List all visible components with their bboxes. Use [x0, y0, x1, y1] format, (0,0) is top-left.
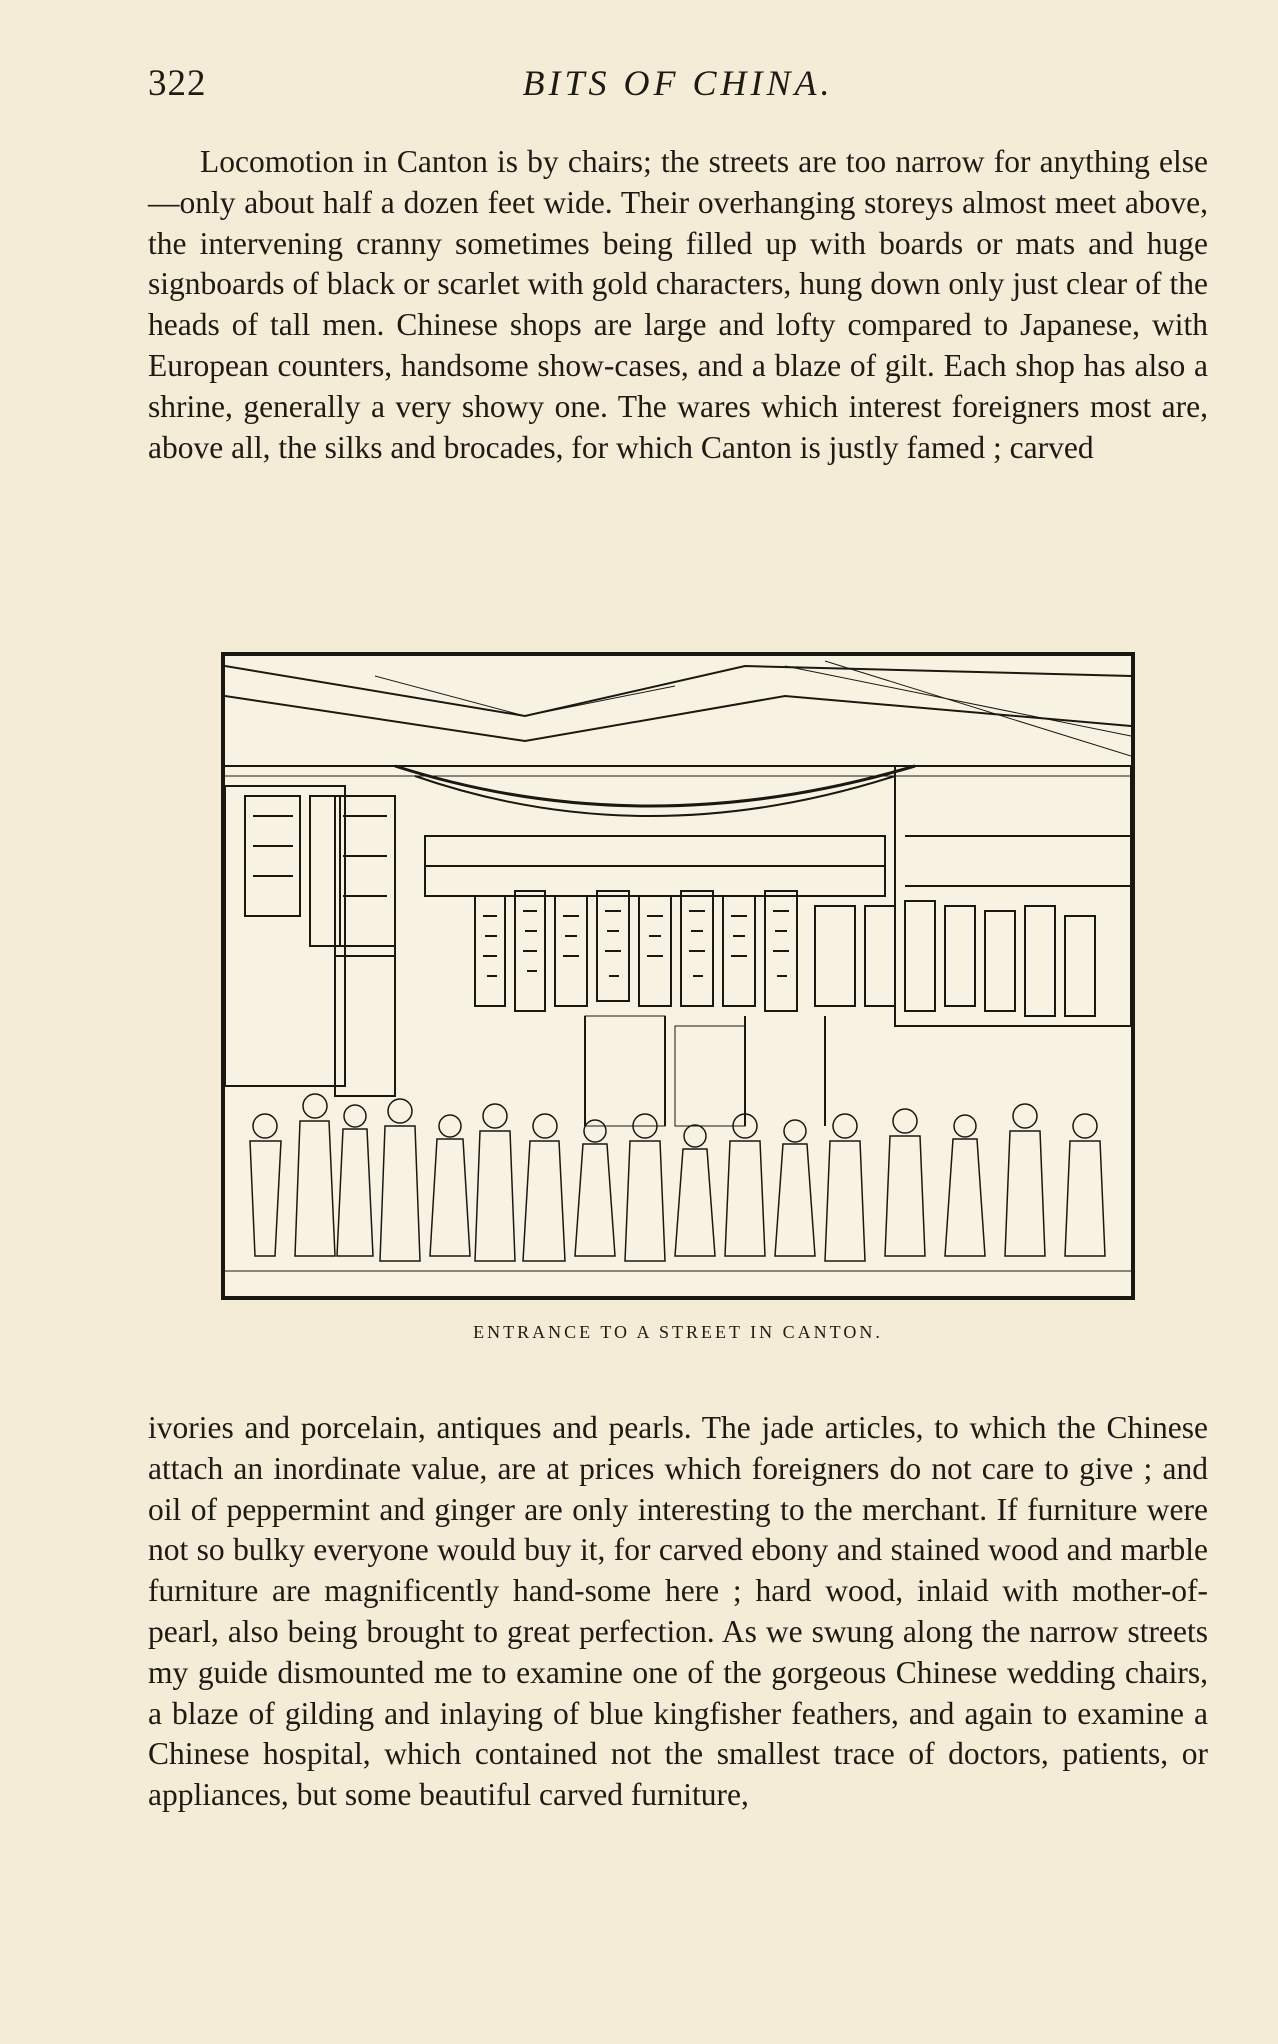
engraving-street-scene: [225, 656, 1131, 1296]
running-title: BITS OF CHINA.: [522, 63, 834, 103]
street-illustration: [221, 652, 1135, 1300]
paragraph: Locomotion in Canton is by chairs; the streets are too narrow for anything else—only about half a dozen feet wide. Their overhanging storeys almost meet above, the intervening cranny sometimes being filled up with boards or mats and huge signboards of black or scarlet with gold characters, hung down only just clear of the heads of tall men. Chinese shops are large and lofty compared to Japanese, with European counters, handsome show-cases, and a blaze of gilt. Each shop has also a shrine, generally a very showy one. The wares which interest foreigners most are, above all, the silks and brocades, for which Canton is justly famed ; carved: [148, 144, 1208, 465]
body-text-top: [148, 142, 1208, 468]
paragraph: ivories and porcelain, antiques and pearls. The jade articles, to which the Chinese attach an inordinate value, are at prices which foreigners do not care to give ; and oil of peppermint and ginger are only interesting to the merchant. If furniture were not so bulky everyone would buy it, for carved ebony and stained wood and marble furniture are magnificently hand-some here ; hard wood, inlaid with mother-of-pearl, also being brought to great perfection. As we swung along the narrow streets my guide dismounted me to examine one of the gorgeous Chinese wedding chairs, a blaze of gilding and inlaying of blue kingfisher feathers, and again to examine a Chinese hospital, which contained not the smallest trace of doctors, patients, or appliances, but some beautiful carved furniture,: [148, 1410, 1208, 1813]
page-number: 322: [148, 63, 207, 104]
body-text-bottom: [148, 1408, 1208, 1816]
page-header: [148, 62, 1208, 112]
figure-caption: ENTRANCE TO A STREET IN CANTON.: [473, 1322, 883, 1342]
